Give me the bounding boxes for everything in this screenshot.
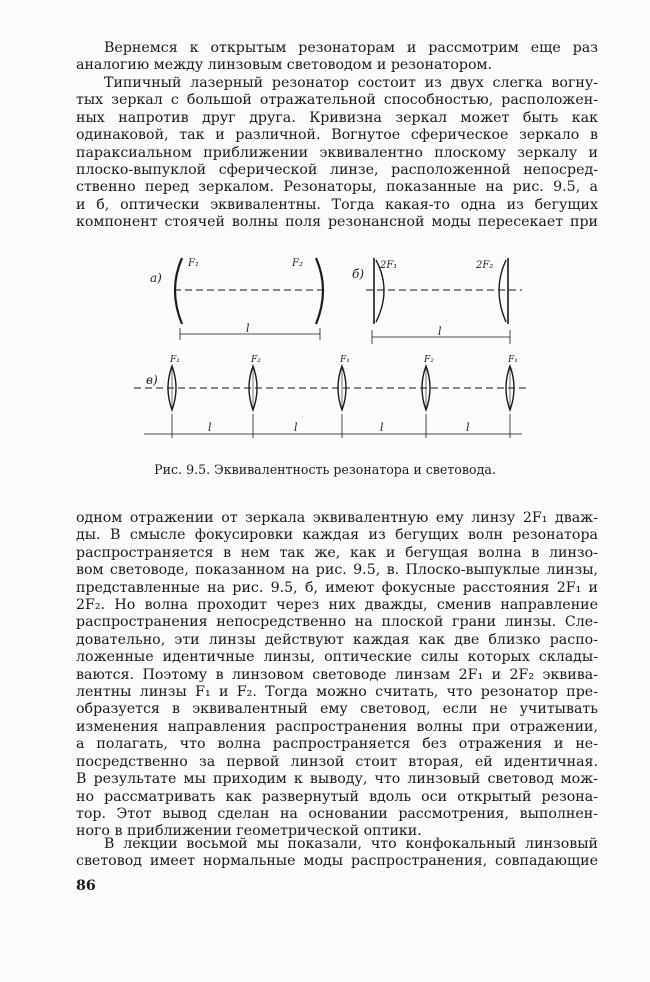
text-line: ды. В смысле фокусировки каждая из бегущих волн резонатора bbox=[76, 527, 598, 544]
text-line: ваются. Поэтому в линзовом световоде линзам 2F₁ и 2F₂ эквива- bbox=[76, 666, 598, 683]
lens bbox=[422, 355, 434, 410]
text-line: В лекции восьмой мы показали, что конфокальный линзовый bbox=[104, 836, 598, 852]
lens bbox=[168, 355, 180, 410]
text-line: ных напротив друг друга. Кривизна зеркал может быть как bbox=[76, 109, 598, 126]
text-line: ного в приближении геометрической оптики. bbox=[76, 823, 422, 840]
lens bbox=[338, 355, 350, 410]
paragraph-equivalence bbox=[76, 510, 598, 841]
focal-label: F₁ bbox=[170, 355, 180, 365]
mirror-right bbox=[316, 258, 323, 324]
distance-label: l bbox=[294, 421, 298, 434]
focal-label: F₁ bbox=[508, 355, 518, 365]
panel-a-label: а) bbox=[150, 271, 162, 285]
text-line: тых зеркал с большой отражательной способностью, расположен- bbox=[76, 92, 598, 109]
panel-c-label: в) bbox=[146, 373, 158, 387]
text-line: распространяется в нем так же, как и бегущая волна в линзо- bbox=[76, 544, 598, 561]
paragraph-lecture-eight bbox=[76, 836, 598, 871]
focal-label: F₁ bbox=[188, 258, 199, 269]
text-line: световод имеет нормальные моды распространения, совпадающие bbox=[76, 853, 598, 870]
text-line: посредственно за первой линзой стоит вторая, ей идентичная. bbox=[76, 753, 598, 770]
focal-label: F₂ bbox=[292, 258, 303, 269]
focal-label: F₂ bbox=[424, 355, 434, 365]
text-line: а полагать, что волна распространяется без отражения и не- bbox=[76, 736, 598, 753]
text-line: ственно перед зеркалом. Резонаторы, показанные на рис. 9.5, а bbox=[76, 179, 598, 196]
panel-c bbox=[134, 355, 526, 438]
text-line: изменения направления распространения волны при отражении, bbox=[76, 718, 598, 735]
text-line: В результате мы приходим к выводу, что линзовый световод мож- bbox=[76, 771, 598, 788]
paragraph-resonator bbox=[76, 75, 598, 232]
text-line: распространения непосредственно на плоской грани линзы. Сле- bbox=[76, 614, 598, 631]
text-line: довательно, эти линзы действуют каждая как две близко распо- bbox=[76, 631, 598, 648]
plano-convex-lens-right bbox=[499, 260, 506, 322]
mirror-left bbox=[175, 258, 182, 324]
distance-label: l bbox=[208, 421, 212, 434]
distance-label: l bbox=[380, 421, 384, 434]
panel-a bbox=[150, 258, 326, 340]
text-line: представленные на рис. 9.5, б, имеют фокусные расстояния 2F₁ и bbox=[76, 579, 598, 596]
text-line: лентны линзы F₁ и F₂. Тогда можно считать, что резонатор пре- bbox=[76, 684, 598, 701]
text-line: 2F₂. Но волна проходит через них дважды, сменив направление bbox=[76, 597, 598, 614]
text-line: образуется в эквивалентный ему световод, если не учитывать bbox=[76, 701, 598, 718]
focal-label: F₂ bbox=[251, 355, 261, 365]
page-number: 86 bbox=[76, 878, 96, 894]
text-line: Вернемся к открытым резонаторам и рассмотрим еще раз bbox=[104, 40, 598, 56]
text-line: Типичный лазерный резонатор состоит из двух слегка вогну- bbox=[104, 75, 598, 91]
text-line: аналогию между линзовым световодом и резонатором. bbox=[76, 57, 493, 74]
text-line: и б, оптически эквивалентны. Тогда какая-то одна из бегущих bbox=[76, 196, 598, 213]
paragraph-intro bbox=[76, 40, 598, 75]
text-line: плоско-выпуклой сферической линзе, расположенной непосред- bbox=[76, 162, 598, 179]
lens bbox=[249, 355, 261, 410]
figure-caption: Рис. 9.5. Эквивалентность резонатора и световода. bbox=[154, 462, 496, 477]
text-line: компонент стоячей волны поля резонансной моды пересекает при bbox=[76, 214, 598, 231]
text-line: ложенные идентичные линзы, оптические силы которых склады- bbox=[76, 649, 598, 666]
text-line: параксиальном приближении эквивалентно плоскому зеркалу и bbox=[76, 144, 598, 161]
distance-label: l bbox=[466, 421, 470, 434]
text-line: но рассматривать как развернутый вдоль оси открытый резона- bbox=[76, 788, 598, 805]
text-line: тор. Этот вывод сделан на основании рассмотрения, выполнен- bbox=[76, 805, 598, 822]
text-line: вом световоде, показанном на рис. 9.5, в. Плоско-выпуклые линзы, bbox=[76, 562, 598, 579]
panel-b-label: б) bbox=[352, 267, 365, 281]
figure-9-5 bbox=[130, 248, 530, 448]
focal-label: F₁ bbox=[340, 355, 350, 365]
distance-label: l bbox=[246, 322, 250, 335]
panel-b bbox=[352, 258, 522, 344]
focal-label: 2F₁ bbox=[380, 260, 398, 271]
distance-label: l bbox=[438, 325, 442, 338]
lens bbox=[506, 355, 518, 410]
text-line: одинаковой, так и различной. Вогнутое сферическое зеркало в bbox=[76, 127, 598, 144]
text-line: одном отражении от зеркала эквивалентную ему линзу 2F₁ дваж- bbox=[76, 510, 598, 526]
focal-label: 2F₂ bbox=[476, 260, 494, 271]
